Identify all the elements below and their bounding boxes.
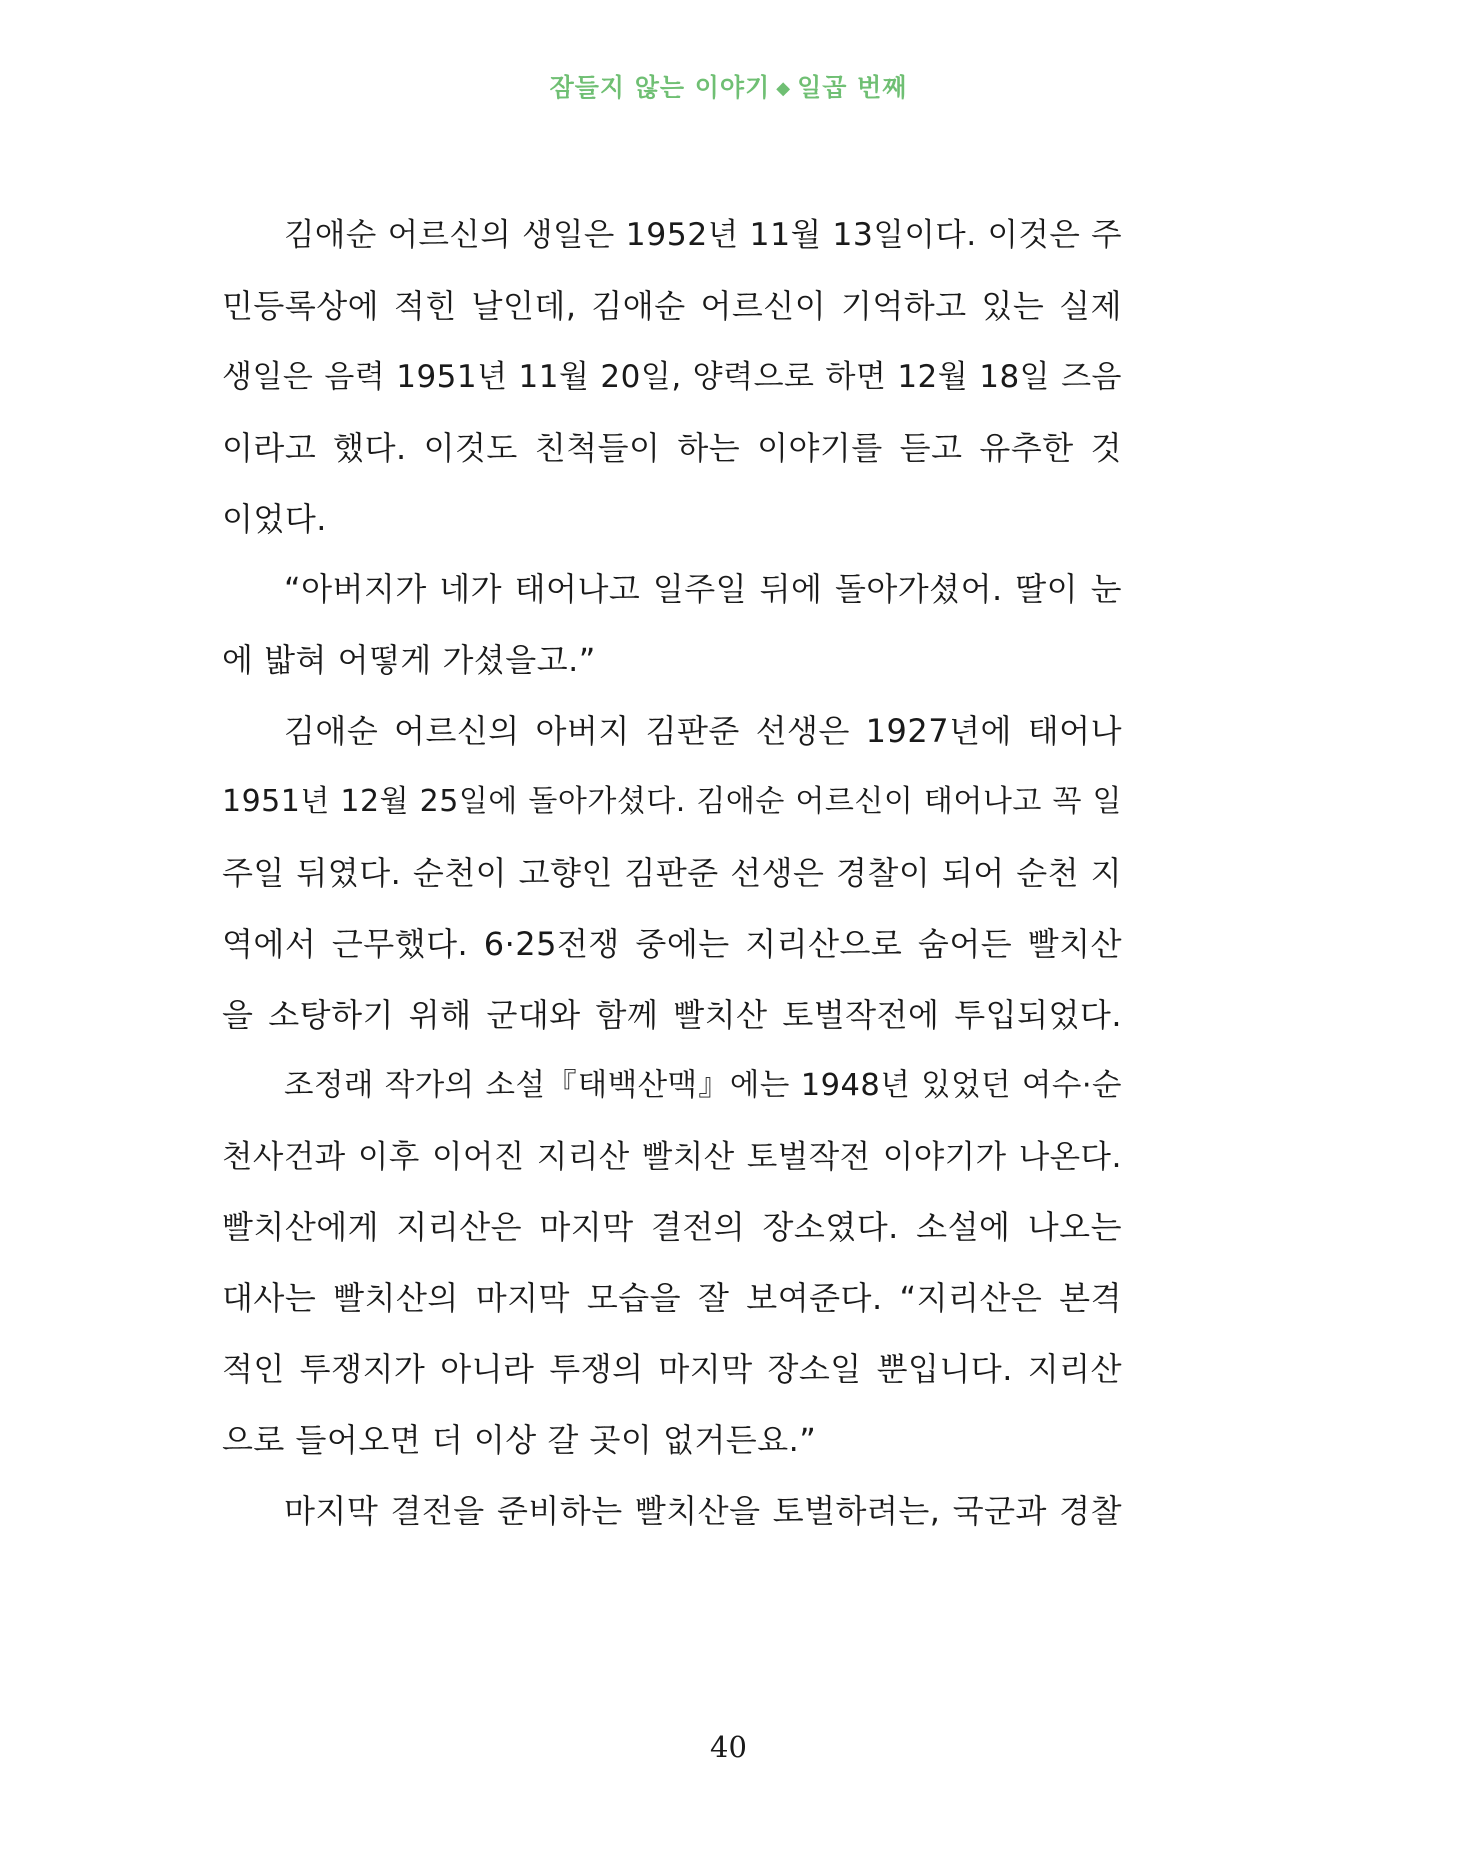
header-title-left: 잠들지 않는 이야기	[549, 73, 771, 102]
text-line: 대사는 빨치산의 마지막 모습을 잘 보여준다. “지리산은 본격	[222, 1279, 1122, 1318]
text-line: 이라고 했다. 이것도 친척들이 하는 이야기를 듣고 유추한 것	[222, 428, 1122, 467]
text-line: 이었다.	[222, 499, 327, 538]
text-line: “아버지가 네가 태어나고 일주일 뒤에 돌아가셨어. 딸이 눈	[284, 570, 1122, 609]
text-line: 역에서 근무했다. 6·25전쟁 중에는 지리산으로 숨어든 빨치산	[222, 924, 1122, 963]
paragraph	[222, 1476, 1122, 1547]
text-line: 적인 투쟁지가 아니라 투쟁의 마지막 장소일 뿐입니다. 지리산	[222, 1350, 1122, 1389]
body-text	[222, 200, 1122, 1547]
text-line: 빨치산에게 지리산은 마지막 결전의 장소였다. 소설에 나오는	[222, 1208, 1122, 1247]
text-line: 민등록상에 적힌 날인데, 김애순 어르신이 기억하고 있는 실제	[222, 286, 1122, 325]
text-line: 생일은 음력 1951년 11월 20일, 양력으로 하면 12월 18일 즈음	[222, 358, 1122, 395]
text-line: 조정래 작가의 소설『태백산맥』에는 1948년 있었던 여수·순	[284, 1067, 1122, 1103]
header-title-right: 일곱 번째	[797, 73, 908, 102]
text-line: 으로 들어오면 더 이상 갈 곳이 없거든요.”	[222, 1421, 817, 1460]
text-line: 에 밟혀 어떻게 가셨을고.”	[222, 641, 596, 680]
text-line: 을 소탕하기 위해 군대와 함께 빨치산 토벌작전에 투입되었다.	[222, 995, 1122, 1034]
text-line: 김애순 어르신의 생일은 1952년 11월 13일이다. 이것은 주	[284, 217, 1122, 253]
page-number: 40	[710, 1730, 747, 1764]
paragraph	[222, 200, 1122, 554]
text-line: 마지막 결전을 준비하는 빨치산을 토벌하려는, 국군과 경찰	[284, 1492, 1122, 1531]
text-line: 주일 뒤였다. 순천이 고향인 김판준 선생은 경찰이 되어 순천 지	[222, 854, 1122, 893]
diamond-separator-icon: ◆	[776, 78, 792, 99]
text-line: 천사건과 이후 이어진 지리산 빨치산 토벌작전 이야기가 나온다.	[222, 1138, 1122, 1175]
paragraph	[222, 1051, 1122, 1476]
text-line: 김애순 어르신의 아버지 김판준 선생은 1927년에 태어나	[284, 712, 1122, 751]
paragraph	[222, 696, 1122, 1050]
running-header	[0, 68, 1457, 104]
paragraph	[222, 554, 1122, 696]
text-line: 1951년 12월 25일에 돌아가셨다. 김애순 어르신이 태어나고 꼭 일	[222, 784, 1122, 820]
